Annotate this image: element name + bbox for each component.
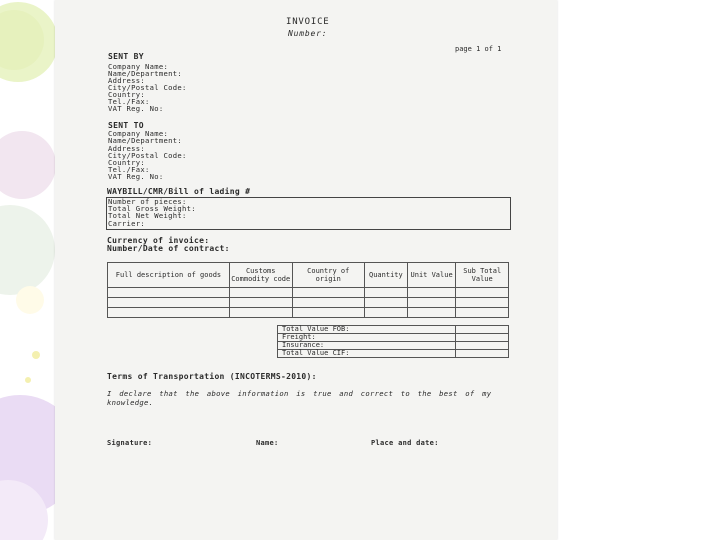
col-description: Full description of goods xyxy=(108,263,230,288)
contract-label: Number/Date of contract: xyxy=(107,244,230,253)
waybill-net-weight: Total Net Weight: xyxy=(108,211,187,220)
waybill-gross-weight: Total Gross Weight: xyxy=(108,204,196,213)
table-row xyxy=(108,298,509,308)
page-indicator: page 1 of 1 xyxy=(455,45,502,53)
invoice-title: INVOICE xyxy=(286,17,330,27)
signature-label: Signature: xyxy=(107,439,153,447)
sent-to-heading: SENT TO xyxy=(108,121,144,130)
place-date-label: Place and date: xyxy=(371,439,439,447)
table-row xyxy=(278,350,509,358)
sent-to-vat: VAT Reg. No: xyxy=(108,172,164,181)
table-row xyxy=(108,288,509,298)
col-quantity: Quantity xyxy=(364,263,407,288)
goods-table xyxy=(107,262,509,318)
terms-label: Terms of Transportation (INCOTERMS-2010): xyxy=(107,372,317,381)
goods-table-header xyxy=(108,263,509,288)
declaration-text: I declare that the above information is true and correct to the best of my knowledge. xyxy=(107,389,492,407)
waybill-heading: WAYBILL/CMR/Bill of lading # xyxy=(107,187,251,196)
sent-by-heading: SENT BY xyxy=(108,52,144,61)
totals-table xyxy=(277,325,509,358)
sent-to-department: Name/Department: xyxy=(108,136,183,145)
sent-by-vat: VAT Reg. No: xyxy=(108,104,164,113)
invoice-number-label: Number: xyxy=(288,29,328,38)
sent-by-city: City/Postal Code: xyxy=(108,83,187,92)
table-row xyxy=(108,308,509,318)
waybill-pieces: Number of pieces: xyxy=(108,197,187,206)
sent-to-company: Company Name: xyxy=(108,129,169,138)
sent-by-address: Address: xyxy=(108,76,146,85)
name-label: Name: xyxy=(256,439,279,447)
sent-to-tel: Tel./Fax: xyxy=(108,165,150,174)
col-subtotal: Sub Total Value xyxy=(456,263,509,288)
sent-by-company: Company Name: xyxy=(108,62,169,71)
sent-to-address: Address: xyxy=(108,144,146,153)
sent-to-city: City/Postal Code: xyxy=(108,151,187,160)
insurance-label: Insurance: xyxy=(278,342,456,350)
currency-label: Currency of invoice: xyxy=(107,236,210,245)
waybill-carrier: Carrier: xyxy=(108,219,146,228)
sent-by-tel: Tel./Fax: xyxy=(108,97,150,106)
col-country-origin: Country of origin xyxy=(292,263,364,288)
freight-label: Freight: xyxy=(278,334,456,342)
col-unit-value: Unit Value xyxy=(407,263,456,288)
sent-to-country: Country: xyxy=(108,158,146,167)
col-commodity-code: Customs Commodity code xyxy=(229,263,292,288)
sent-by-country: Country: xyxy=(108,90,146,99)
sent-by-department: Name/Department: xyxy=(108,69,183,78)
total-cif-label: Total Value CIF: xyxy=(278,350,456,358)
total-fob-label: Total Value FOB: xyxy=(278,326,456,334)
